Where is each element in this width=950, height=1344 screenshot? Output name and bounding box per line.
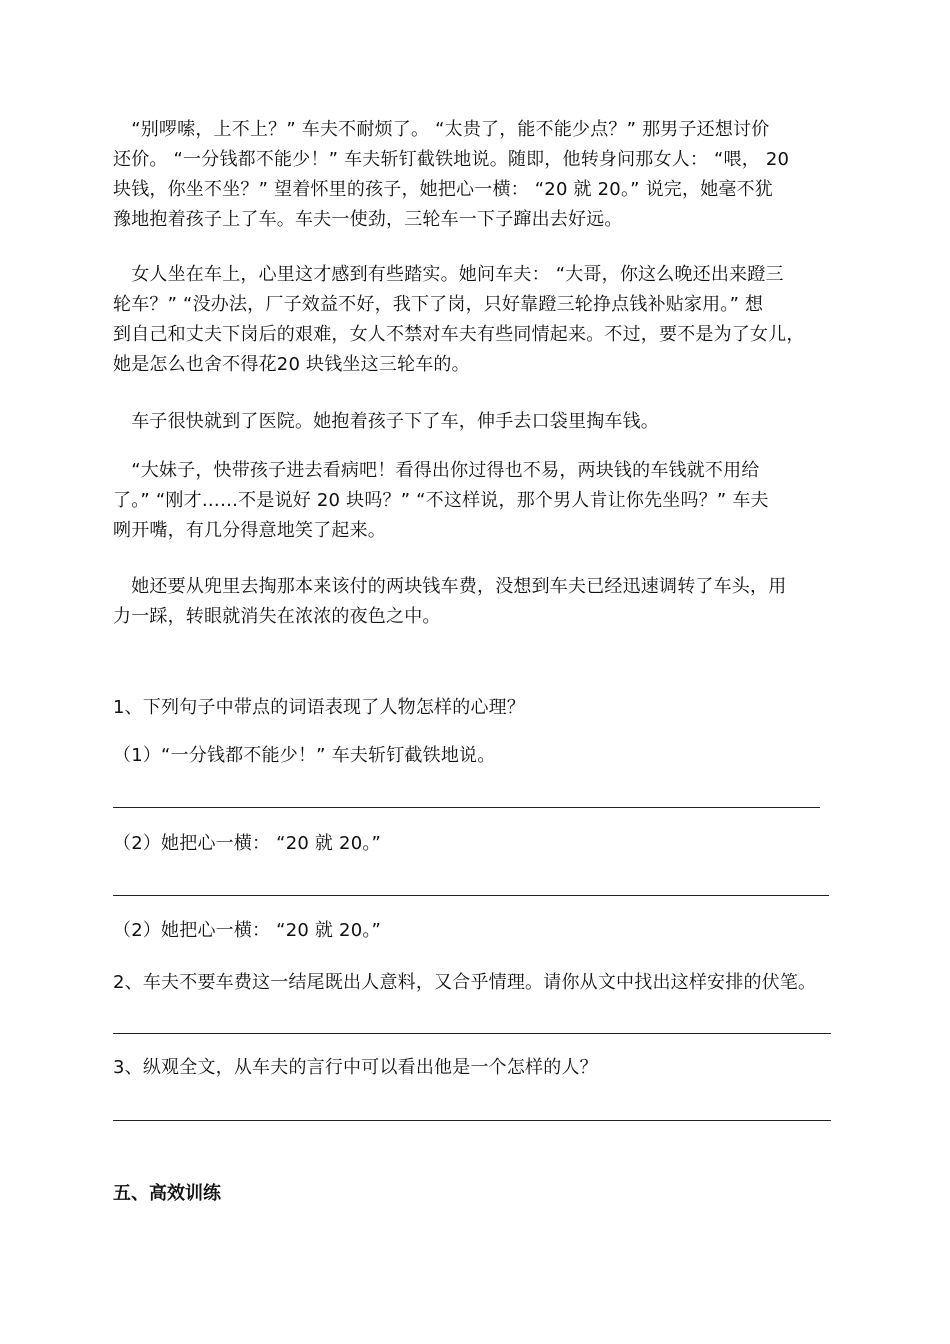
passage-line: 轮车？” “没办法，厂子效益不好，我下了岗，只好靠蹬三轮挣点钱补贴家用。” 想	[113, 294, 764, 315]
question-2: 2、车夫不要车费这一结尾既出人意料，又合乎情理。请你从文中找出这样安排的伏笔。	[113, 972, 817, 993]
passage-line: 力一踩，转眼就消失在浓浓的夜色之中。	[113, 606, 441, 627]
passage-line: “别啰嗦，上不上？” 车夫不耐烦了。 “太贵了，能不能少点？” 那男子还想讨价	[113, 119, 770, 140]
answer-line[interactable]	[113, 1033, 831, 1034]
passage-line: 她还要从兜里去掏那本来该付的两块钱车费，没想到车夫已经迅速调转了车头，用	[113, 576, 787, 597]
question-3: 3、纵观全文，从车夫的言行中可以看出他是一个怎样的人？	[113, 1057, 598, 1078]
question-1-sub-2: （2）她把心一横： “20 就 20。”	[113, 833, 382, 854]
passage-line: “大妹子，快带孩子进去看病吧！看得出你过得也不易，两块钱的车钱就不用给	[113, 460, 760, 481]
passage-line: 咧开嘴，有几分得意地笑了起来。	[113, 520, 386, 541]
passage-paragraph-3	[113, 407, 848, 437]
question-1: 1、下列句子中带点的词语表现了人物怎样的心理？	[113, 697, 526, 718]
passage-line: 她是怎么也舍不得花20 块钱坐这三轮车的。	[113, 354, 470, 375]
answer-line[interactable]	[113, 807, 820, 808]
answer-line[interactable]	[113, 1120, 831, 1121]
question-1-sub-3: （2）她把心一横： “20 就 20。”	[113, 920, 382, 941]
passage-line: 女人坐在车上，心里这才感到有些踏实。她问车夫： “大哥，你这么晚还出来蹬三	[113, 264, 784, 285]
passage-paragraph-4	[113, 456, 848, 546]
question-1-sub-1: （1）“一分钱都不能少！” 车夫斩钉截铁地说。	[113, 745, 496, 766]
passage-line: 豫地抱着孩子上了车。车夫一使劲，三轮车一下子蹿出去好远。	[113, 209, 623, 230]
section-heading: 五、高效训练	[113, 1183, 221, 1204]
passage-line: 还价。 “一分钱都不能少！” 车夫斩钉截铁地说。随即，他转身问那女人： “喂， 20	[113, 149, 790, 170]
passage-line: 了。” “刚才……不是说好 20 块吗？” “不这样说，那个男人肯让你先坐吗？” 车夫	[113, 490, 769, 511]
passage-paragraph-5	[113, 572, 848, 632]
answer-line[interactable]	[113, 895, 829, 896]
passage-paragraph-2	[113, 260, 848, 380]
passage-line: 到自己和丈夫下岗后的艰难，女人不禁对车夫有些同情起来。不过，要不是为了女儿，	[113, 324, 805, 345]
passage-line: 车子很快就到了医院。她抱着孩子下了车，伸手去口袋里掏车钱。	[113, 411, 659, 432]
passage-paragraph-1	[113, 115, 848, 235]
passage-line: 块钱，你坐不坐？” 望着怀里的孩子，她把心一横： “20 就 20。” 说完，她毫不犹	[113, 179, 773, 200]
